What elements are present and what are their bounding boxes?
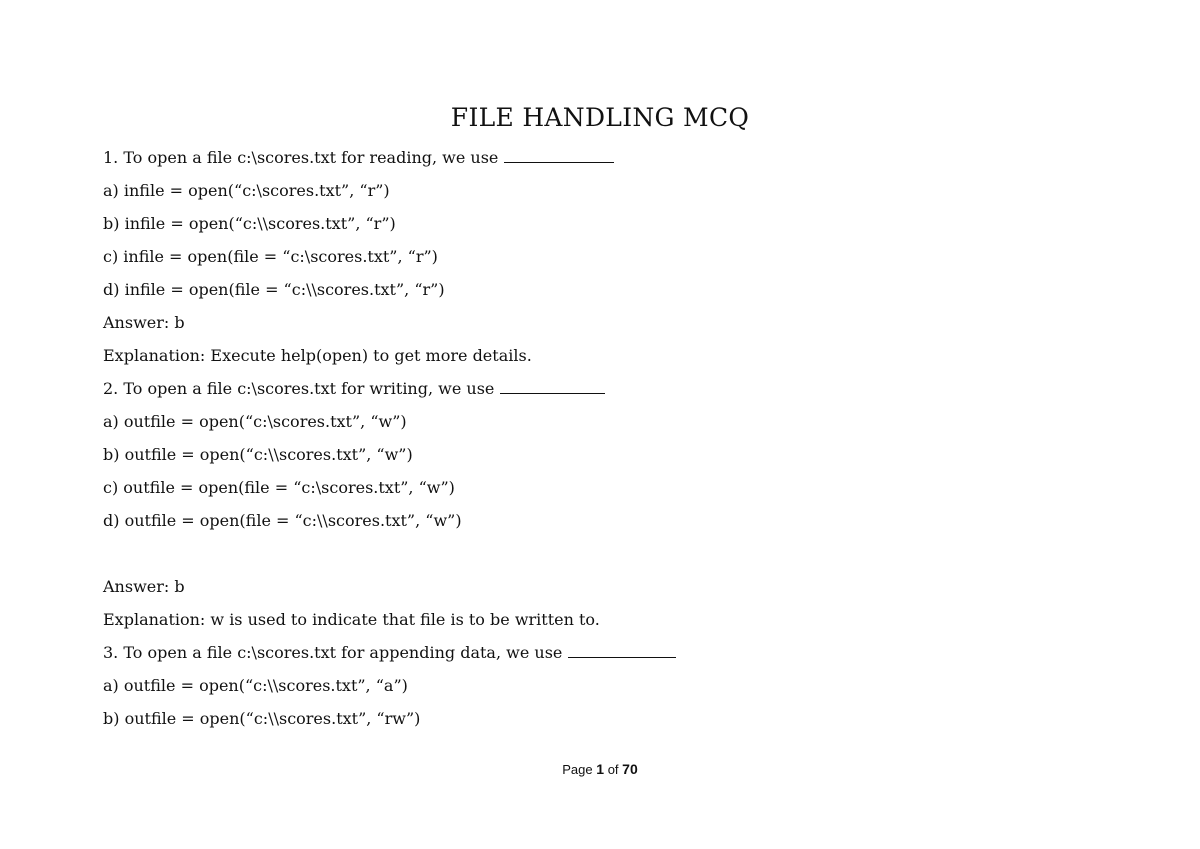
question-1-option-d: d) infile = open(file = “c:\\scores.txt”, “r”) [103,280,445,299]
question-2-text: 2. To open a file c:\scores.txt for writing, we use [103,379,495,398]
question-1-option-a: a) infile = open(“c:\scores.txt”, “r”) [103,181,390,200]
question-3-option-b: b) outfile = open(“c:\\scores.txt”, “rw”) [103,709,421,728]
question-2-option-a: a) outfile = open(“c:\scores.txt”, “w”) [103,412,407,431]
question-2-option-b: b) outfile = open(“c:\\scores.txt”, “w”) [103,445,413,464]
page-number: 1 [596,761,605,777]
document-title: FILE HANDLING MCQ [450,103,750,132]
question-2-explanation: Explanation: w is used to indicate that file is to be written to. [103,610,600,629]
question-3-text: 3. To open a file c:\scores.txt for appending data, we use [103,643,563,662]
question-2-option-d: d) outfile = open(file = “c:\\scores.txt”, “w”) [103,511,462,530]
total-pages: 70 [622,761,638,777]
question-1 [103,143,1103,176]
question-2-option-c: c) outfile = open(file = “c:\scores.txt”, “w”) [103,478,455,497]
empty-line [103,539,1103,572]
question-1-option-c: c) infile = open(file = “c:\scores.txt”, “r”) [103,247,438,266]
question-3-option-a: a) outfile = open(“c:\\scores.txt”, “a”) [103,676,408,695]
question-1-option-b: b) infile = open(“c:\\scores.txt”, “r”) [103,214,396,233]
question-1-explanation: Explanation: Execute help(open) to get more details. [103,346,532,365]
question-2 [103,374,1103,407]
answer-blank [504,144,614,163]
page-footer [0,759,1200,780]
of-label: of [607,762,619,777]
answer-blank [500,375,605,394]
question-3 [103,638,1103,671]
document-body [103,143,1103,737]
question-1-text: 1. To open a file c:\scores.txt for reading, we use [103,148,499,167]
answer-blank [568,639,676,658]
question-2-answer: Answer: b [103,577,185,596]
question-1-answer: Answer: b [103,313,185,332]
page-label: Page [562,762,593,777]
